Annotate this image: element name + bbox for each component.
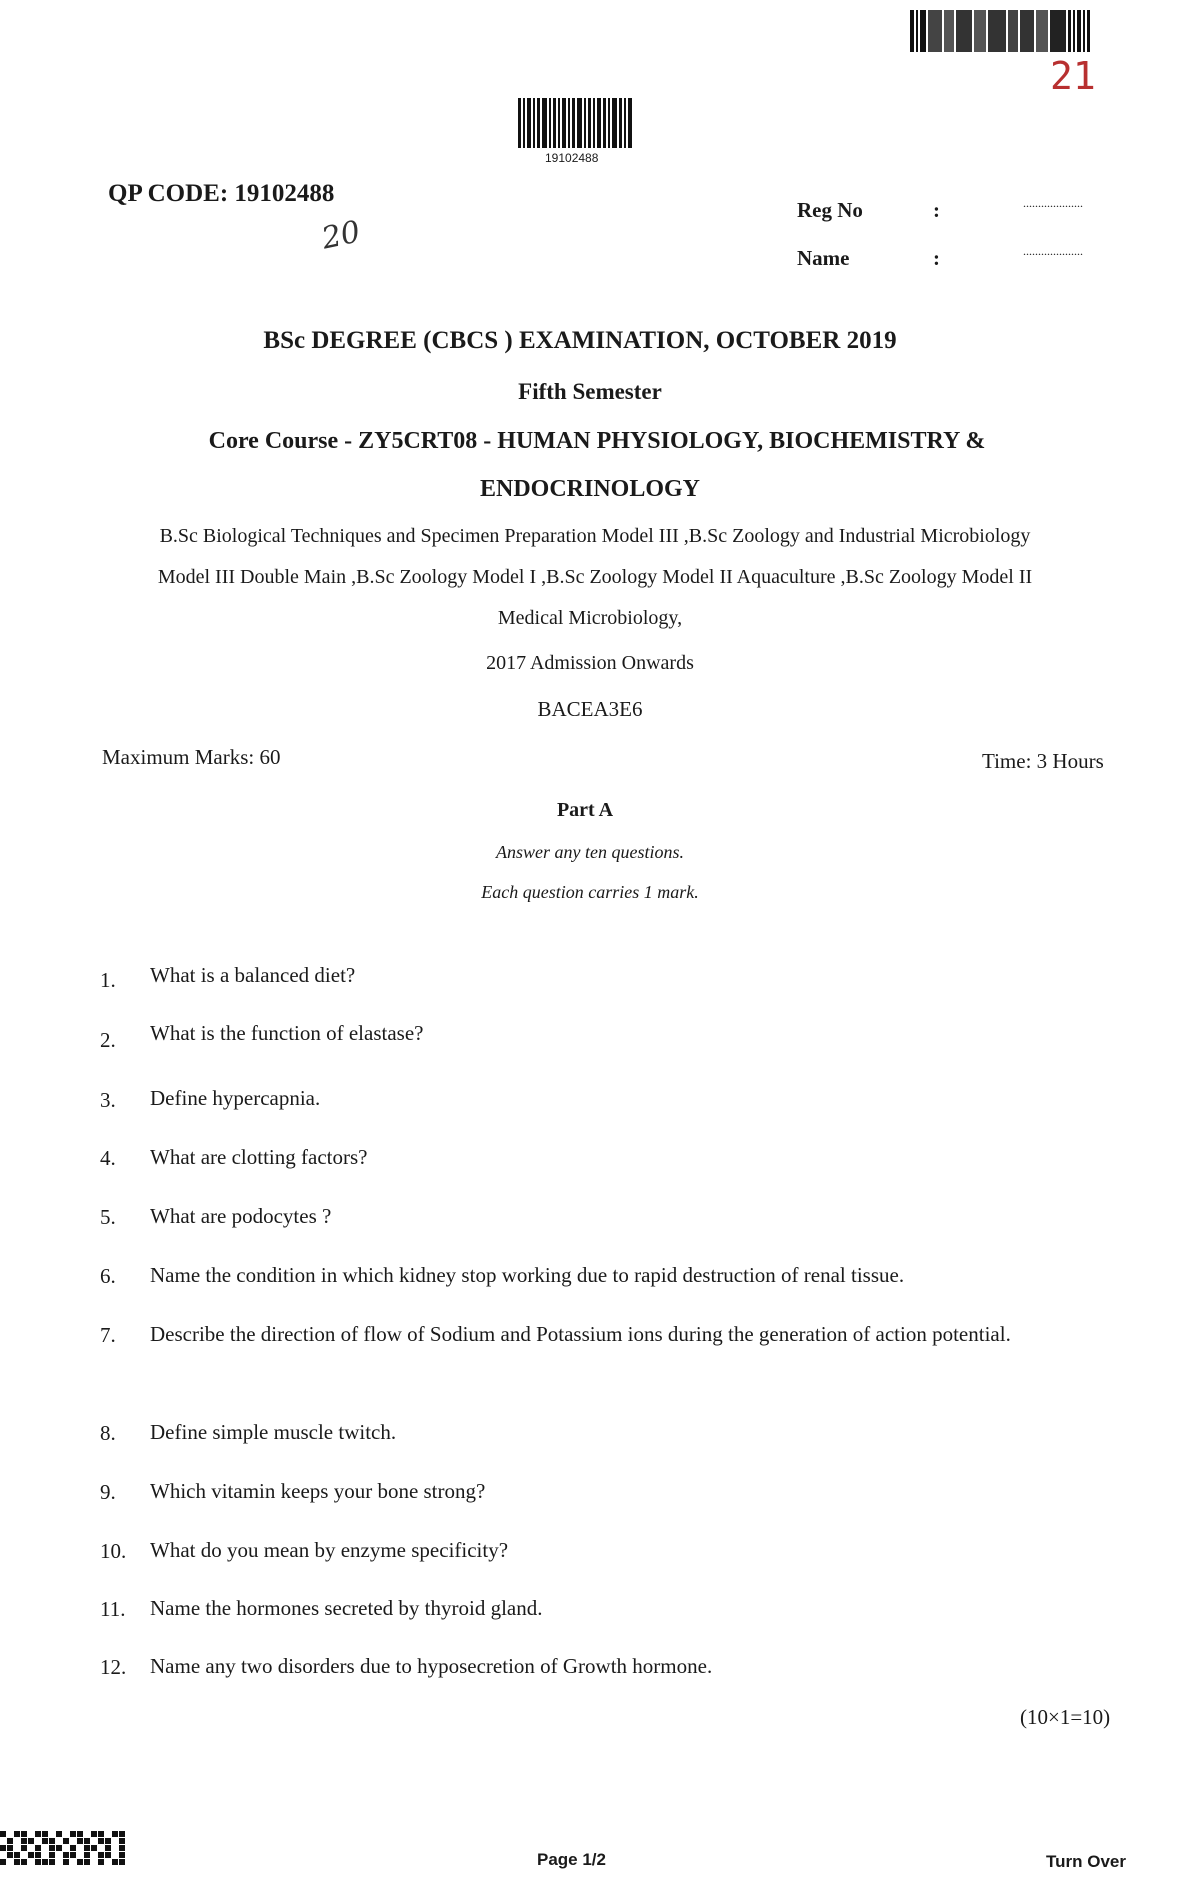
name-colon: : [933, 246, 940, 270]
handwritten-mark: 20 [318, 214, 364, 257]
question-number: 10. [100, 1539, 127, 1563]
question-text: Define hypercapnia. [150, 1086, 321, 1110]
page-number: Page 1/2 [537, 1850, 606, 1869]
exam-title: BSc DEGREE (CBCS ) EXAMINATION, OCTOBER 2019 [263, 327, 897, 354]
question-number: 5. [100, 1205, 116, 1229]
question-number: 11. [100, 1597, 126, 1621]
course-line-2: ENDOCRINOLOGY [479, 476, 701, 502]
question-text: Name any two disorders due to hyposecretion of Growth hormone. [150, 1654, 713, 1678]
reg-no-field[interactable]: .................... [1023, 196, 1083, 210]
question-number: 3. [100, 1088, 116, 1112]
programmes-line-3: Medical Microbiology, [497, 607, 683, 629]
scan-page-number: 21 [1050, 54, 1096, 98]
instruction-answer: Answer any ten questions. [496, 842, 684, 862]
question-number: 1. [100, 968, 116, 992]
qp-code: QP CODE: 19102488 [108, 180, 335, 207]
question-text: Name the condition in which kidney stop working due to rapid destruction of renal tissue. [150, 1263, 905, 1287]
semester: Fifth Semester [518, 379, 662, 404]
part-title: Part A [556, 799, 614, 821]
scan-barcode [910, 10, 1130, 52]
question-number: 8. [100, 1421, 116, 1445]
instruction-marks: Each question carries 1 mark. [481, 882, 699, 902]
name-label: Name [797, 246, 850, 270]
programmes-line-2: Model III Double Main ,B.Sc Zoology Model I ,B.Sc Zoology Model II Aquaculture ,B.Sc Zoology Model II [157, 566, 1033, 588]
question-text: What are clotting factors? [150, 1145, 368, 1169]
question-text: What do you mean by enzyme specificity? [150, 1538, 509, 1562]
question-text: Describe the direction of flow of Sodium and Potassium ions during the generation of action potential. [150, 1322, 1011, 1346]
question-number: 6. [100, 1264, 116, 1288]
turn-over: Turn Over [1046, 1852, 1126, 1871]
barcode-number: 19102488 [545, 151, 599, 165]
question-text: What is the function of elastase? [150, 1021, 424, 1045]
reg-no-label: Reg No [797, 198, 863, 222]
time: Time: 3 Hours [982, 749, 1104, 773]
question-text: What are podocytes ? [150, 1204, 332, 1228]
programmes-line-1: B.Sc Biological Techniques and Specimen Preparation Model III ,B.Sc Zoology and Industrial Microbiology [159, 525, 1031, 547]
max-marks: Maximum Marks: 60 [102, 745, 281, 769]
question-text: Define simple muscle twitch. [150, 1420, 397, 1444]
name-field[interactable]: .................... [1023, 244, 1083, 258]
question-text: Name the hormones secreted by thyroid gland. [150, 1596, 543, 1620]
paper-code: BACEA3E6 [537, 697, 643, 721]
question-number: 7. [100, 1323, 116, 1347]
question-number: 2. [100, 1028, 116, 1052]
question-number: 12. [100, 1655, 127, 1679]
question-number: 4. [100, 1146, 116, 1170]
footer-scan-code [0, 1831, 125, 1865]
question-text: What is a balanced diet? [150, 963, 356, 987]
course-line-1: Core Course - ZY5CRT08 - HUMAN PHYSIOLOGY, BIOCHEMISTRY & [208, 428, 986, 454]
question-number: 9. [100, 1480, 116, 1504]
question-paper-barcode [518, 98, 643, 148]
admission: 2017 Admission Onwards [486, 652, 694, 674]
question-text: Which vitamin keeps your bone strong? [150, 1479, 486, 1503]
reg-no-colon: : [933, 198, 940, 222]
marks-summary: (10×1=10) [1020, 1705, 1111, 1729]
